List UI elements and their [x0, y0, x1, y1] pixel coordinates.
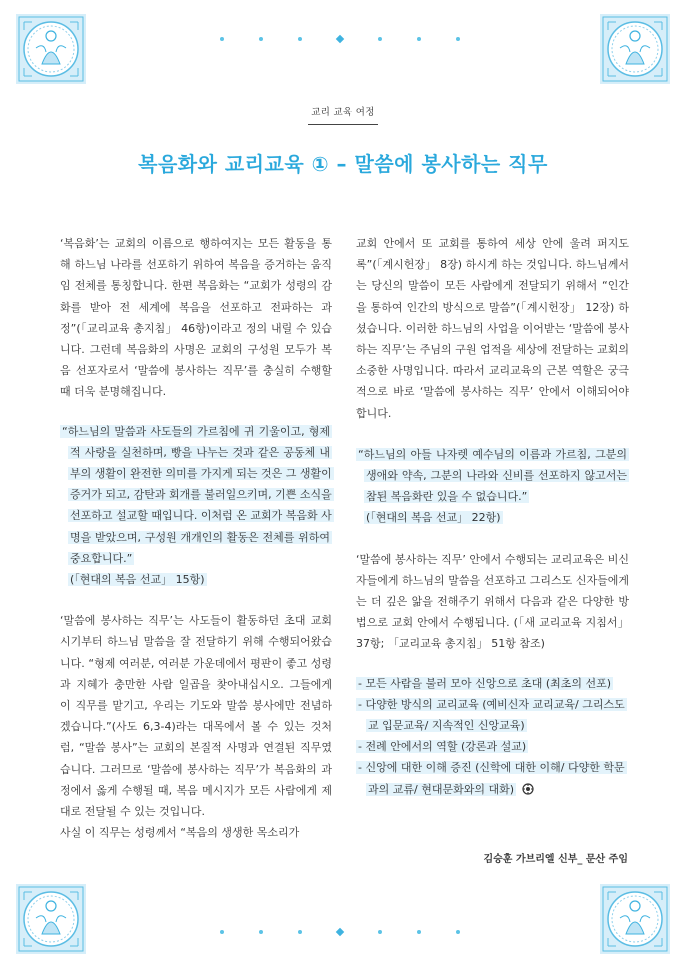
list-item: - 신앙에 대한 이해 증진 (신학에 대한 이해/ 다양한 학문과의 교류/ 현대문화와의 대화): [358, 761, 625, 796]
dot: [417, 37, 421, 41]
left-column: [60, 233, 332, 843]
method-list: [356, 673, 629, 800]
quote-citation: (「현대의 복음 선교」 15항): [70, 573, 205, 587]
section-rule: [308, 124, 378, 125]
dot: [259, 37, 263, 41]
end-mark-icon: [522, 783, 534, 795]
dot: [298, 930, 302, 934]
dot: [259, 930, 263, 934]
body-paragraph: 교회 안에서 또 교회를 통하여 세상 안에 울려 퍼지도록”(「계시헌장」 8장) 하시게 하는 것입니다. 하느님께서는 당신의 말씀이 모든 사람에게 전달되기 위해서 “인간을 통하여 인간의 방식으로 말씀”(「계시헌장」 12장) 하셨습니다. 이러한 하느님의 사업을 이어받는 ‘말씀에 봉사하는 직무’는 주님의 구원 업적을 세상에 전달하는 교회의 소중한 사명입니다. 따라서 교리교육의 근본 역할은 궁극적으로 바로 ‘말씀에 봉사하는 직무’ 안에서 이해되어야 합니다.: [356, 237, 629, 420]
dot: [378, 37, 382, 41]
intro-paragraph: ‘복음화’는 교회의 이름으로 행하여지는 모든 활동을 통해 하느님 나라를 선포하기 위하여 복음을 증거하는 움직임 전체를 통칭합니다. 한편 복음화는 “교회가 성령의 감화를 받아 전 세계에 복음을 선포하고 전파하는 과정”(「교리교육 총지침」 46항)이라고 정의 내릴 수 있습니다. 그런데 복음화의 사명은 교회의 구성원 모두가 복음 선포자로서 ‘말씀에 봉사하는 직무’를 충실히 수행할 때 더욱 분명해집니다.: [60, 237, 332, 399]
author-credit: 김승훈 가브리엘 신부_ 문산 주임: [483, 854, 628, 865]
dot: [220, 37, 224, 41]
corner-medallion-icon: [600, 884, 670, 954]
diamond-dot: [336, 928, 344, 936]
quote-block: [356, 444, 629, 529]
top-dot-divider: [220, 33, 460, 45]
quote-block: [60, 421, 332, 591]
dot: [298, 37, 302, 41]
dot: [417, 930, 421, 934]
section-label: 교리 교육 여정: [311, 107, 375, 118]
body-paragraph: ‘말씀에 봉사하는 직무’ 안에서 수행되는 교리교육은 비신자들에게 하느님의 말씀을 선포하고 그리스도 신자들에게는 더 깊은 앎을 전해주기 위해서 다음과 같은 다양한 방법으로 교회 안에서 수행됩니다. (「새 교리교육 지침서」 37항; 「교리교육 총지침」 51항 참조): [356, 552, 629, 651]
dot: [456, 930, 460, 934]
quote-text: “하느님의 말씀과 사도들의 가르침에 귀 기울이고, 형제적 사랑을 실천하며, 빵을 나누는 것과 같은 공동체 내부의 생활이 완전한 의미를 가지게 되는 것은 그 생활이 증거가 되고, 감탄과 회개를 불러일으키며, 기쁜 소식을 선포하고 설교할 때입니다. 이처럼 온 교회가 복음화 사명을 받았으며, 구성원 개개인의 활동은 전체를 위하여 중요합니다.”: [62, 424, 332, 565]
quote-text: “하느님의 아들 나자렛 예수님의 이름과 가르침, 그분의 생애와 약속, 그분의 나라와 신비를 선포하지 않고서는 참된 복음화란 있을 수 없습니다.”: [358, 447, 627, 504]
dot: [220, 930, 224, 934]
page-title: 복음화와 교리교육 ① – 말씀에 봉사하는 직무: [138, 152, 548, 176]
corner-medallion-icon: [16, 884, 86, 954]
diamond-dot: [336, 35, 344, 43]
dot: [456, 37, 460, 41]
list-item: - 모든 사람을 불러 모아 신앙으로 초대 (최초의 선포): [358, 676, 612, 690]
dot: [378, 930, 382, 934]
quote-citation: (「현대의 복음 선교」 22항): [366, 511, 501, 525]
corner-medallion-icon: [600, 14, 670, 84]
right-column: [356, 233, 629, 800]
corner-medallion-icon: [16, 14, 86, 84]
body-paragraph: 사실 이 직무는 성령께서 “복음의 생생한 목소리가: [60, 826, 300, 840]
list-item: - 다양한 방식의 교리교육 (예비신자 교리교육/ 그리스도교 입문교육/ 지속적인 신앙교육): [358, 697, 625, 733]
list-item: - 전례 안에서의 역할 (강론과 설교): [358, 740, 527, 754]
body-paragraph: ‘말씀에 봉사하는 직무’는 사도들이 활동하던 초대 교회 시기부터 하느님 말씀을 잘 전달하기 위해 수행되어왔습니다. “형제 여러분, 여러분 가운데에서 평판이 좋고 성령과 지혜가 충만한 사람 일곱을 찾아내십시오. 그들에게 이 직무를 맡기고, 우리는 기도와 말씀 봉사에만 전념하겠습니다.”(사도 6,3-4)라는 대목에서 볼 수 있는 것처럼, “말씀 봉사”는 교회의 본질적 사명과 연결된 직무였습니다. 그러므로 ‘말씀에 봉사하는 직무’가 복음화의 과정에서 옳게 수행될 때, 복음 메시지가 모든 사람에게 제대로 전달될 수 있는 것입니다.: [60, 614, 332, 819]
bottom-dot-divider: [220, 926, 460, 938]
